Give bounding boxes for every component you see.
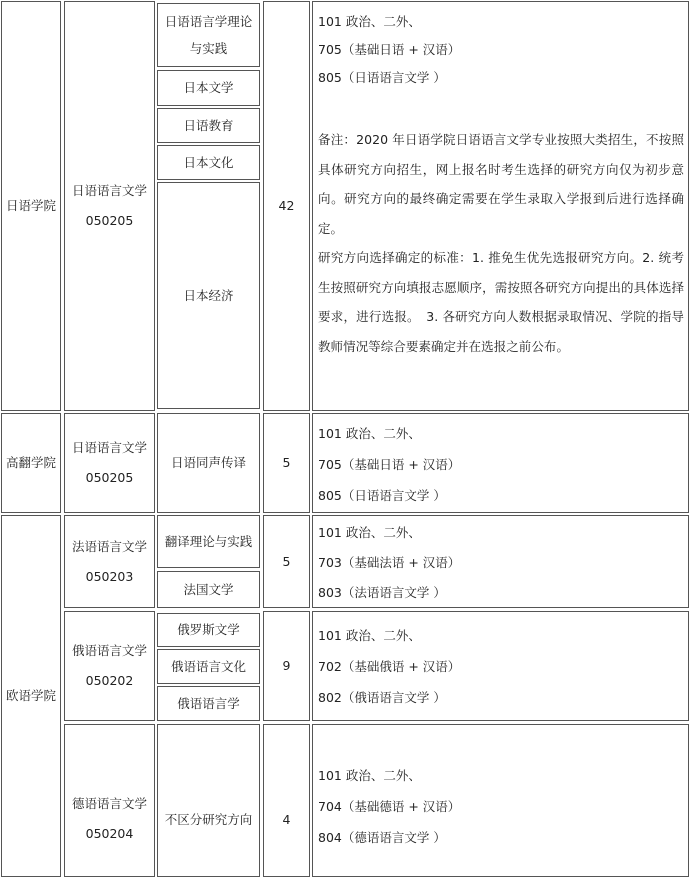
- enrollment-count-cell: [263, 724, 310, 877]
- direction-cell: [157, 515, 260, 568]
- direction-label: 法国文学: [183, 581, 234, 597]
- direction-cell: [157, 182, 260, 409]
- direction-label: 俄语语言学: [177, 695, 240, 711]
- direction-cell: [157, 3, 260, 67]
- exam-subject: 805（日语语言文学 ）: [318, 488, 446, 503]
- direction-cell: [157, 724, 260, 877]
- direction-label: 日本文化: [183, 154, 234, 170]
- direction-label: 日语教育: [183, 117, 234, 133]
- exam-subjects-cell: [312, 413, 689, 513]
- enrollment-count: 4: [282, 811, 291, 827]
- direction-label: 俄罗斯文学: [177, 622, 240, 637]
- direction-cell: [157, 70, 260, 106]
- direction-cell: [157, 413, 260, 513]
- exam-subject: 804（德语语言文学 ）: [318, 830, 446, 845]
- exam-subject: 705（基础日语 + 汉语）: [318, 457, 461, 472]
- major-cell-riyu: [64, 1, 155, 411]
- direction-label: 日语同声传译: [170, 455, 246, 470]
- exam-subject: 101 政治、二外、: [318, 14, 421, 29]
- direction-cell: [157, 649, 260, 684]
- exam-subject: 802（俄语语言文学 ）: [318, 690, 446, 705]
- enrollment-count: 9: [282, 658, 291, 673]
- major-cell-german: [64, 724, 155, 877]
- enrollment-count-cell: [263, 515, 310, 608]
- direction-label: 日本经济: [183, 287, 234, 303]
- direction-label: 日语语言学理论与实践: [164, 14, 253, 56]
- major-code: 050204: [85, 825, 134, 841]
- college-name: 日语学院: [5, 198, 56, 213]
- direction-label: 日本文学: [183, 80, 234, 95]
- remark-text: 备注：2020 年日语学院日语语言文学专业按照大类招生，不按照具体研究方向招生，网上报名时考生选择的研究方向仅为初步意向。研究方向的最终确定需要在学生录取入学报到后进行选择确定。: [318, 132, 684, 236]
- major-name: 日语语言文学: [71, 440, 147, 455]
- exam-subject: 703（基础法语 + 汉语）: [318, 555, 461, 570]
- enrollment-count: 42: [278, 198, 295, 213]
- direction-cell: [157, 145, 260, 180]
- major-name: 日语语言文学: [71, 183, 147, 198]
- exam-subject: 101 政治、二外、: [318, 426, 421, 441]
- major-name: 德语语言文学: [71, 795, 147, 811]
- major-cell-french: [64, 515, 155, 608]
- college-cell-ouyu: [1, 515, 61, 877]
- college-name: 欧语学院: [5, 688, 56, 703]
- enrollment-count-cell: [263, 413, 310, 513]
- major-name: 法语语言文学: [71, 538, 147, 554]
- exam-subjects-cell: [312, 724, 689, 877]
- direction-cell: [157, 613, 260, 647]
- exam-subjects-cell: [312, 611, 689, 721]
- major-code: 050205: [85, 470, 134, 485]
- major-code: 050202: [85, 673, 134, 688]
- enrollment-count: 5: [282, 455, 291, 470]
- major-cell-gaofan: [64, 413, 155, 513]
- exam-subject: 705（基础日语 + 汉语）: [318, 42, 461, 57]
- direction-label: 不区分研究方向: [164, 811, 253, 827]
- direction-label: 翻译理论与实践: [164, 533, 253, 549]
- enrollment-count-cell: [263, 611, 310, 721]
- major-name: 俄语语言文学: [71, 643, 147, 658]
- exam-subjects-cell: [312, 1, 689, 411]
- exam-subjects-cell: [312, 515, 689, 608]
- college-name: 高翻学院: [5, 455, 56, 470]
- major-code: 050205: [85, 213, 134, 228]
- exam-subject: 702（基础俄语 + 汉语）: [318, 659, 461, 674]
- exam-subject: 101 政治、二外、: [318, 525, 421, 540]
- exam-subject: 805（日语语言文学 ）: [318, 70, 446, 85]
- exam-subject: 704（基础德语 + 汉语）: [318, 799, 461, 814]
- direction-cell: [157, 686, 260, 721]
- direction-cell: [157, 571, 260, 608]
- college-cell-gaofan: [1, 413, 61, 513]
- selection-criteria-text: 研究方向选择确定的标准：1. 推免生优先选报研究方向。2. 统考生按照研究方向填报志愿顺序，需按照各研究方向提出的具体选择要求，进行选报。 3. 各研究方向人数根据录取情况、学院的指导教师情况等综合要素确定并在选报之前公布。: [318, 250, 684, 354]
- exam-subject: 101 政治、二外、: [318, 768, 421, 783]
- major-code: 050203: [85, 568, 134, 584]
- exam-subject: 803（法语语言文学 ）: [318, 585, 446, 600]
- major-cell-russian: [64, 611, 155, 721]
- enrollment-count-cell: [263, 1, 310, 411]
- direction-cell: [157, 108, 260, 143]
- exam-subject: 101 政治、二外、: [318, 628, 421, 643]
- college-cell-riyu: [1, 1, 61, 411]
- enrollment-count: 5: [282, 553, 291, 569]
- direction-label: 俄语语言文化: [170, 658, 246, 674]
